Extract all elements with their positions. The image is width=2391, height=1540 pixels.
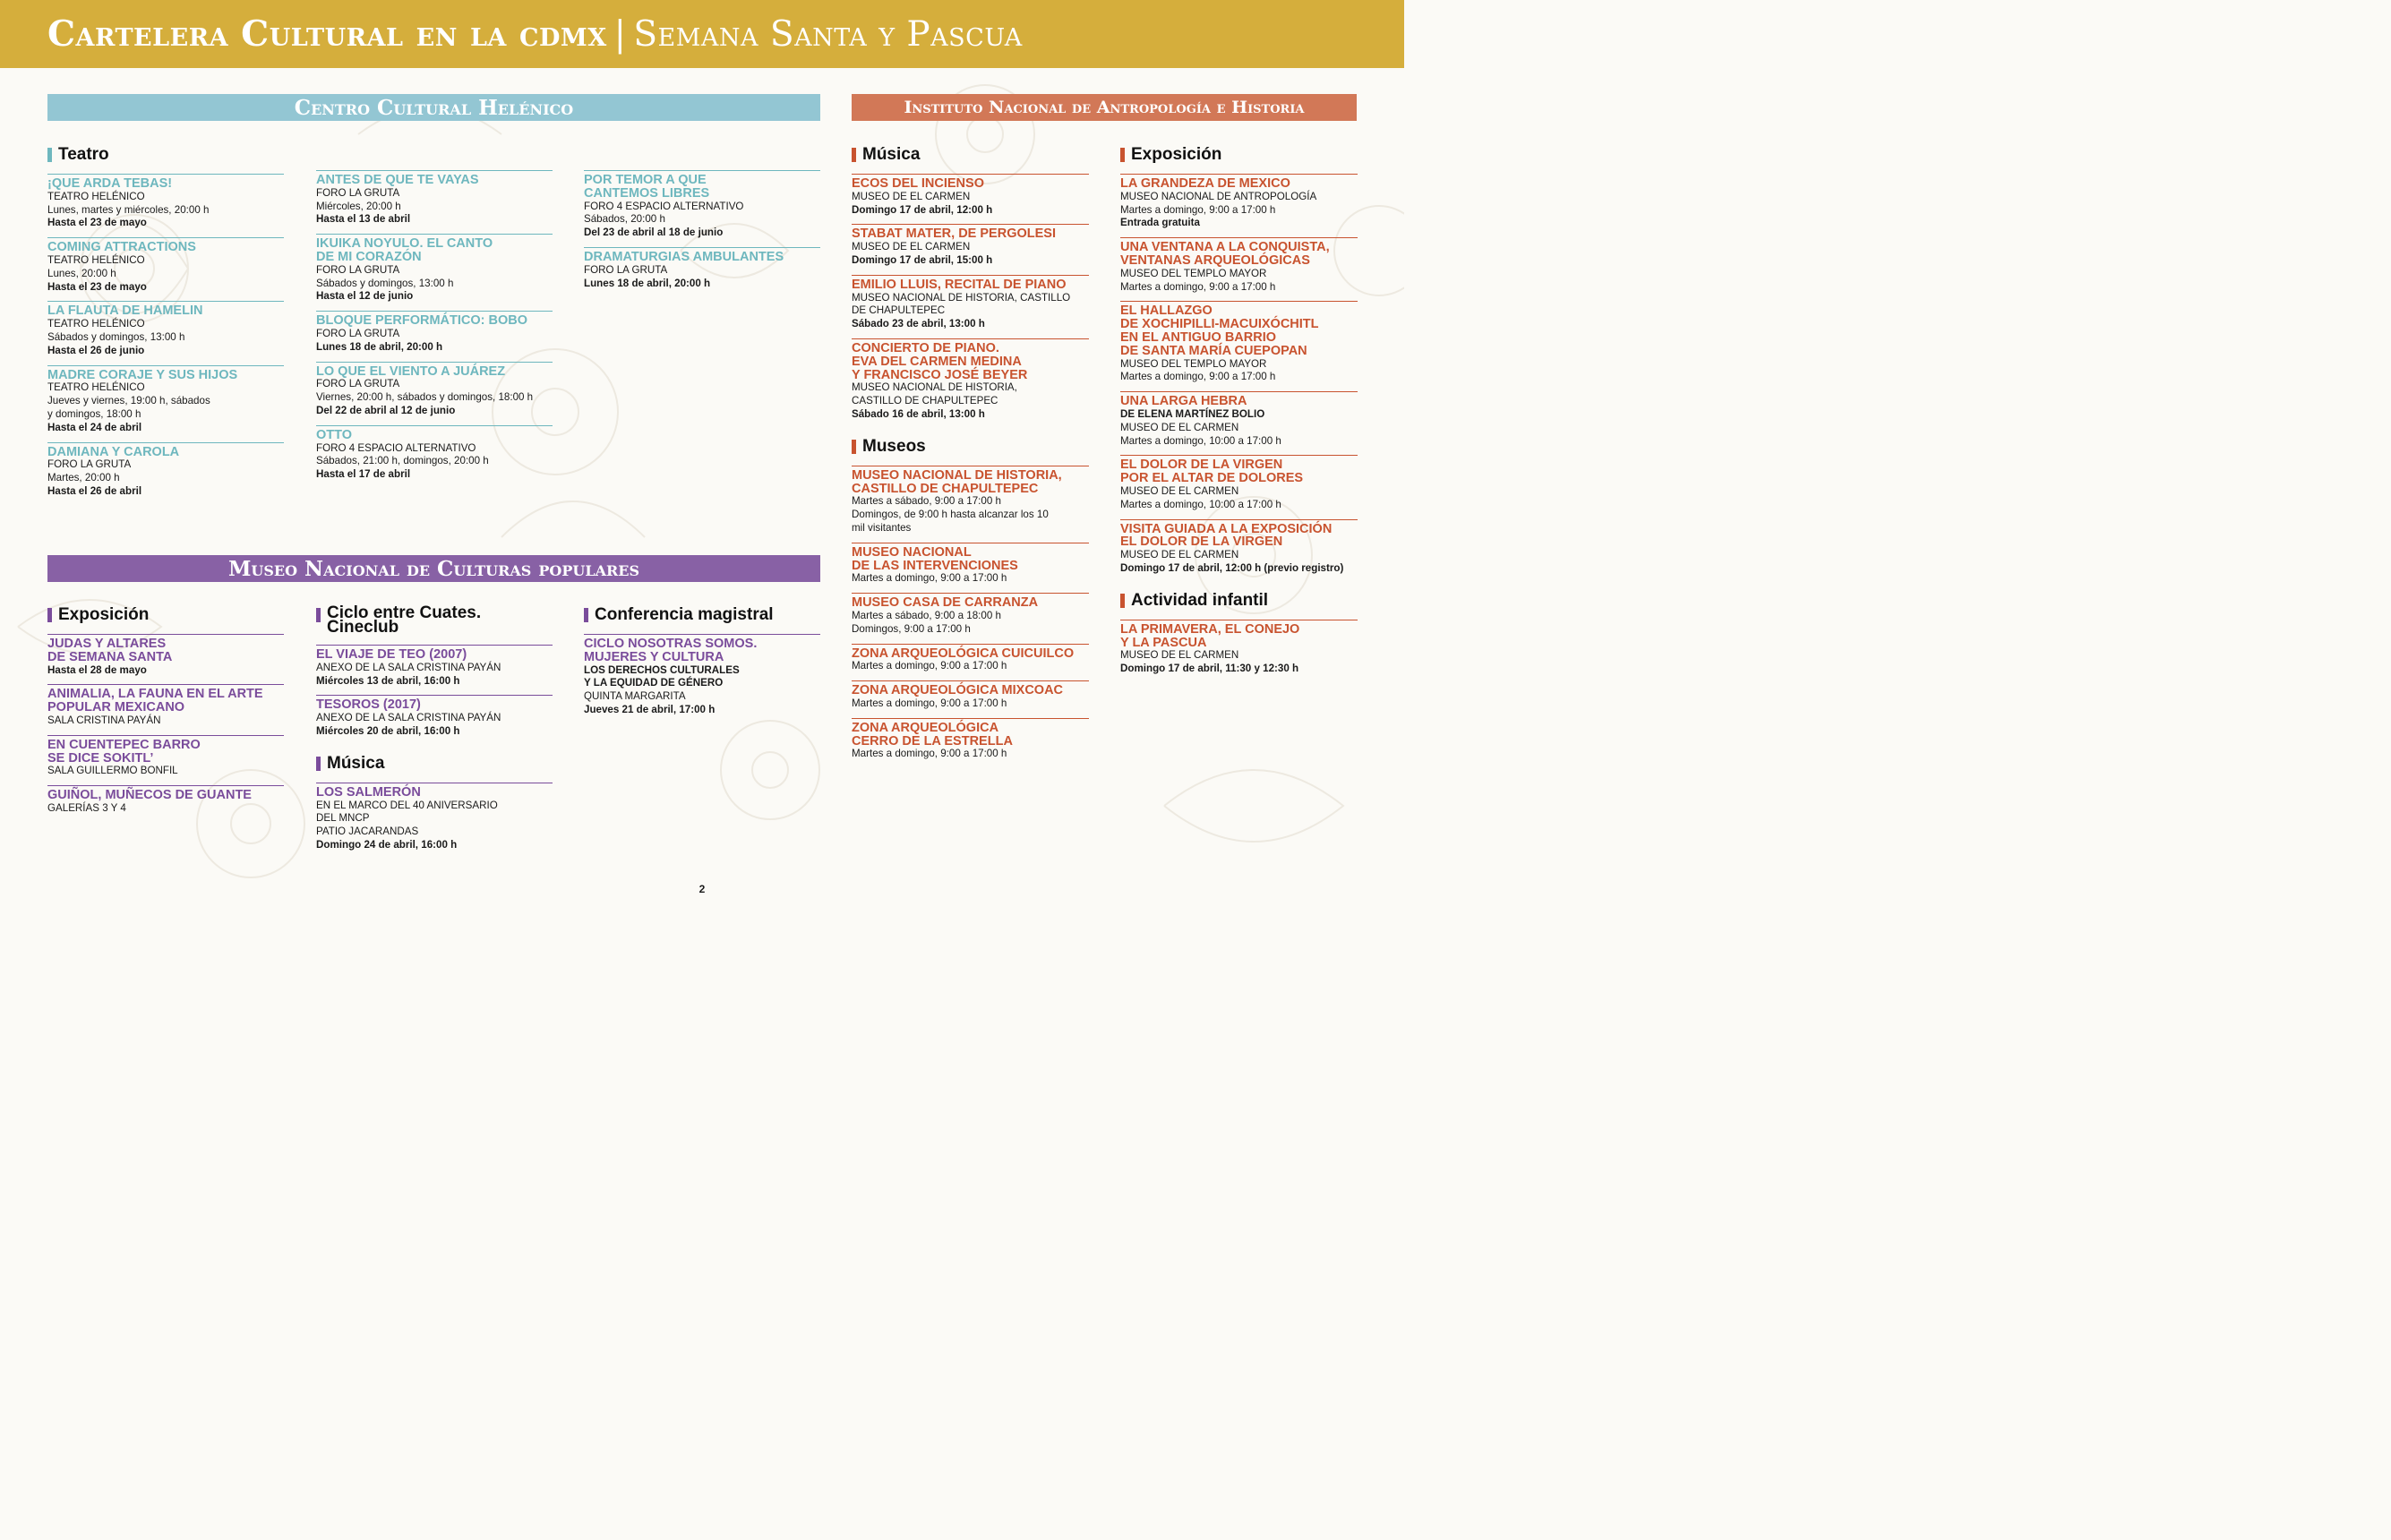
event-detail: EN EL MARCO DEL 40 ANIVERSARIO DEL MNCP <box>316 799 498 825</box>
cineclub-heading: Ciclo entre Cuates. Cineclub <box>316 606 553 638</box>
event-detail: PATIO JACARANDAS <box>316 826 419 838</box>
header-separator: | <box>613 14 627 55</box>
event-detail: Lunes 18 de abril, 20:00 h <box>316 340 443 353</box>
event-detail: MUSEO DE EL CARMEN <box>852 241 971 253</box>
event-detail: Domingo 17 de abril, 11:30 y 12:30 h <box>1120 663 1299 675</box>
event-title: ZONA ARQUEOLÓGICA CUICUILCO <box>852 646 1075 661</box>
event-detail: FORO LA GRUTA <box>316 263 400 276</box>
event-item <box>47 301 284 364</box>
teatro-heading: Teatro <box>47 146 284 167</box>
exposicion-heading: Exposición <box>47 606 284 628</box>
event-detail: Lunes, 20:00 h <box>47 267 116 279</box>
event-detail: TEATRO HELÉNICO <box>47 190 145 202</box>
event-detail: Martes a domingo, 9:00 a 17:00 h <box>1120 371 1276 383</box>
event-detail: Martes a domingo, 9:00 a 17:00 h <box>852 660 1007 672</box>
event-item <box>316 234 553 311</box>
event-title: ANIMALIA, LA FAUNA EN EL ARTE POPULAR MEXICANO <box>47 687 263 715</box>
event-item <box>852 718 1089 768</box>
event-detail: Hasta el 13 de abril <box>316 213 411 226</box>
header-title: Cartelera Cultural en la cdmx <box>47 13 607 55</box>
event-title: ANTES DE QUE TE VAYAS <box>316 173 479 187</box>
culturas-col1 <box>47 606 284 823</box>
event-detail: Hasta el 26 de junio <box>47 344 145 356</box>
event-detail: Sábado 23 de abril, 13:00 h <box>852 318 985 330</box>
event-detail: Lunes, martes y miércoles, 20:00 h <box>47 203 210 216</box>
event-title: GUIÑOL, MUÑECOS DE GUANTE <box>47 788 252 803</box>
event-detail: Hasta el 28 de mayo <box>47 663 147 676</box>
event-item <box>852 593 1089 643</box>
helenico-col3 <box>584 170 820 297</box>
event-title: OTTO <box>316 427 353 442</box>
event-item <box>316 695 553 745</box>
inah-col2 <box>1120 146 1358 683</box>
event-title: EL VIAJE DE TEO (2007) <box>316 647 467 662</box>
event-detail: FORO LA GRUTA <box>316 327 400 339</box>
event-detail: FORO LA GRUTA <box>584 263 668 276</box>
event-title: MUSEO CASA DE CARRANZA <box>852 595 1039 611</box>
event-detail: Jueves 21 de abril, 17:00 h <box>584 703 716 715</box>
event-detail: DE ELENA MARTÍNEZ BOLIO <box>1120 407 1265 420</box>
inah-exposicion-heading: Exposición <box>1120 146 1358 167</box>
event-detail: Martes a sábado, 9:00 a 18:00 h <box>852 609 1001 621</box>
event-detail: Sábados y domingos, 13:00 h <box>47 330 185 343</box>
event-detail: TEATRO HELÉNICO <box>47 253 145 266</box>
conferencia-heading: Conferencia magistral <box>584 606 820 628</box>
event-title: STABAT MATER, DE PERGOLESI <box>852 227 1056 242</box>
event-title: EMILIO LLUIS, RECITAL DE PIANO <box>852 277 1067 292</box>
event-item <box>47 634 284 684</box>
event-detail: MUSEO NACIONAL DE HISTORIA, CASTILLO DE CHAPULTEPEC <box>852 291 1071 317</box>
event-title: IKUIKA NOYULO. EL CANTO DE MI CORAZÓN <box>316 236 493 264</box>
event-detail: QUINTA MARGARITA <box>584 690 686 703</box>
event-detail: Sábados, 20:00 h <box>584 213 665 226</box>
event-detail: GALERÍAS 3 Y 4 <box>47 801 126 814</box>
museos-heading: Museos <box>852 438 1089 459</box>
event-item <box>1120 301 1358 391</box>
event-detail: FORO LA GRUTA <box>316 186 400 199</box>
event-item <box>852 466 1089 543</box>
event-detail: FORO LA GRUTA <box>47 458 132 471</box>
event-detail: Lunes 18 de abril, 20:00 h <box>584 277 711 289</box>
event-item <box>47 785 284 823</box>
event-title: TESOROS (2017) <box>316 697 421 713</box>
event-detail: MUSEO DE EL CARMEN <box>852 190 971 202</box>
event-detail: SALA GUILLERMO BONFIL <box>47 765 178 777</box>
event-title: ZONA ARQUEOLÓGICA CERRO DE LA ESTRELLA <box>852 720 1013 749</box>
event-title: ECOS DEL INCIENSO <box>852 176 984 191</box>
event-detail: Hasta el 23 de mayo <box>47 280 147 293</box>
event-title: LOS SALMERÓN <box>316 784 421 800</box>
event-detail: Miércoles 13 de abril, 16:00 h <box>316 674 460 687</box>
event-item <box>852 338 1089 429</box>
culturas-col3 <box>584 606 820 724</box>
event-title: EL HALLAZGO DE XOCHIPILLI-MACUIXÓCHITL EN EL ANTIGUO BARRIO DE SANTA MARÍA CUEPOPAN <box>1120 304 1319 358</box>
header-bar <box>0 0 1404 68</box>
event-title: ¡QUE ARDA TEBAS! <box>47 176 173 191</box>
event-detail: FORO LA GRUTA <box>316 378 400 390</box>
event-detail: Hasta el 17 de abril <box>316 468 411 481</box>
event-item <box>316 170 553 234</box>
event-detail: ANEXO DE LA SALA CRISTINA PAYÁN <box>316 712 501 724</box>
event-detail: Martes a domingo, 10:00 a 17:00 h <box>1120 434 1281 447</box>
event-detail: Domingo 24 de abril, 16:00 h <box>316 838 458 851</box>
event-detail: Domingos, de 9:00 h hasta alcanzar los 10 mil visitantes <box>852 509 1049 534</box>
event-detail: Domingos, 9:00 a 17:00 h <box>852 622 971 635</box>
event-item <box>316 311 553 361</box>
page-title <box>47 13 1023 55</box>
event-detail: MUSEO DE EL CARMEN <box>1120 649 1239 662</box>
event-detail: Martes a domingo, 9:00 a 17:00 h <box>852 572 1007 585</box>
event-detail: Del 23 de abril al 18 de junio <box>584 227 724 239</box>
event-title: CONCIERTO DE PIANO. EVA DEL CARMEN MEDINA Y FRANCISCO JOSÉ BEYER <box>852 340 1028 382</box>
event-item <box>584 247 820 297</box>
culturas-col2 <box>316 603 553 860</box>
event-detail: Martes a domingo, 9:00 a 17:00 h <box>852 697 1007 709</box>
helenico-col1 <box>47 146 284 506</box>
event-detail: Miércoles, 20:00 h <box>316 200 401 212</box>
event-title: CICLO NOSOTRAS SOMOS. MUJERES Y CULTURA <box>584 637 758 664</box>
event-detail: Domingo 17 de abril, 12:00 h (previo registro) <box>1120 561 1344 574</box>
event-item <box>47 735 284 785</box>
inah-col1 <box>852 146 1089 768</box>
event-item <box>1120 620 1358 683</box>
event-detail: ANEXO DE LA SALA CRISTINA PAYÁN <box>316 661 501 673</box>
event-detail: SALA CRISTINA PAYÁN <box>47 714 161 726</box>
event-title: VISITA GUIADA A LA EXPOSICIÓN EL DOLOR DE LA VIRGEN <box>1120 521 1333 550</box>
event-item <box>852 224 1089 274</box>
event-item <box>852 543 1089 593</box>
event-item <box>316 645 553 695</box>
event-item <box>47 237 284 301</box>
event-title: EL DOLOR DE LA VIRGEN POR EL ALTAR DE DOLORES <box>1120 458 1304 486</box>
event-item <box>47 684 284 734</box>
event-detail: MUSEO DEL TEMPLO MAYOR <box>1120 357 1267 370</box>
musica-heading: Música <box>316 755 553 776</box>
event-item <box>316 362 553 425</box>
event-item <box>1120 237 1358 301</box>
event-title: LA FLAUTA DE HAMELIN <box>47 304 203 319</box>
event-title: LA PRIMAVERA, EL CONEJO Y LA PASCUA <box>1120 621 1300 650</box>
event-item <box>47 442 284 506</box>
culturas-banner <box>47 555 820 582</box>
event-detail: Hasta el 26 de abril <box>47 484 142 497</box>
event-title: POR TEMOR A QUE CANTEMOS LIBRES <box>584 173 710 201</box>
event-title: MUSEO NACIONAL DE LAS INTERVENCIONES <box>852 544 1018 573</box>
event-item <box>316 425 553 489</box>
event-detail: Sábado 16 de abril, 13:00 h <box>852 407 985 420</box>
event-detail: TEATRO HELÉNICO <box>47 318 145 330</box>
event-item <box>47 365 284 442</box>
helenico-banner-text: Centro Cultural Helénico <box>294 95 574 120</box>
event-item <box>584 634 820 724</box>
event-title: COMING ATTRACTIONS <box>47 240 196 255</box>
helenico-banner <box>47 94 820 121</box>
event-detail: MUSEO DEL TEMPLO MAYOR <box>1120 267 1267 279</box>
event-detail: Martes, 20:00 h <box>47 472 120 484</box>
event-detail: Hasta el 12 de junio <box>316 290 414 303</box>
event-title: UNA VENTANA A LA CONQUISTA, VENTANAS ARQUEOLÓGICAS <box>1120 240 1330 268</box>
event-detail: MUSEO DE EL CARMEN <box>1120 484 1239 497</box>
event-title: JUDAS Y ALTARES DE SEMANA SANTA <box>47 637 173 664</box>
event-title: DRAMATURGIAS AMBULANTES <box>584 249 784 264</box>
event-detail: MUSEO DE EL CARMEN <box>1120 549 1239 561</box>
event-title: LA GRANDEZA DE MEXICO <box>1120 176 1290 191</box>
inah-banner <box>852 94 1357 121</box>
event-item <box>1120 455 1358 518</box>
event-detail: Martes a sábado, 9:00 a 17:00 h <box>852 495 1001 508</box>
event-detail: Sábados, 21:00 h, domingos, 20:00 h <box>316 455 489 467</box>
event-detail: MUSEO NACIONAL DE ANTROPOLOGÍA <box>1120 190 1317 202</box>
event-detail: FORO 4 ESPACIO ALTERNATIVO <box>316 441 476 454</box>
event-title: EN CUENTEPEC BARRO SE DICE SOKITL’ <box>47 737 201 766</box>
event-item <box>852 275 1089 338</box>
event-title: BLOQUE PERFORMÁTICO: BOBO <box>316 313 528 329</box>
event-detail: Martes a domingo, 9:00 a 17:00 h <box>1120 280 1276 293</box>
event-detail: LOS DERECHOS CULTURALES Y LA EQUIDAD DE GÉNERO <box>584 663 740 689</box>
event-detail: Viernes, 20:00 h, sábados y domingos, 18:00 h <box>316 391 534 404</box>
event-item <box>852 174 1089 224</box>
event-title: DAMIANA Y CAROLA <box>47 444 180 459</box>
inah-musica-heading: Música <box>852 146 1089 167</box>
event-detail: Sábados y domingos, 13:00 h <box>316 277 454 289</box>
event-detail: Martes a domingo, 9:00 a 17:00 h <box>852 748 1007 760</box>
event-detail: Hasta el 24 de abril <box>47 421 142 433</box>
page-number: 2 <box>698 883 706 895</box>
helenico-col2 <box>316 170 553 489</box>
event-detail: Martes a domingo, 9:00 a 17:00 h <box>1120 203 1276 216</box>
event-detail: Del 22 de abril al 12 de junio <box>316 404 456 416</box>
event-title: LO QUE EL VIENTO A JUÁREZ <box>316 364 506 379</box>
event-item <box>47 174 284 237</box>
event-detail: Jueves y viernes, 19:00 h, sábados y domingos, 18:00 h <box>47 395 210 420</box>
event-detail: Domingo 17 de abril, 12:00 h <box>852 203 993 216</box>
event-detail: Miércoles 20 de abril, 16:00 h <box>316 724 460 737</box>
event-title: ZONA ARQUEOLÓGICA MIXCOAC <box>852 683 1064 698</box>
event-title: MUSEO NACIONAL DE HISTORIA, CASTILLO DE CHAPULTEPEC <box>852 467 1062 496</box>
culturas-banner-text: Museo Nacional de Culturas populares <box>227 556 640 581</box>
event-detail: Entrada gratuita <box>1120 217 1200 229</box>
inah-banner-text: Instituto Nacional de Antropología e Historia <box>904 98 1305 117</box>
header-subtitle: Semana Santa y Pascua <box>633 14 1023 55</box>
event-item <box>316 783 553 860</box>
event-item <box>1120 391 1358 455</box>
event-detail: Hasta el 23 de mayo <box>47 217 147 229</box>
event-item <box>852 680 1089 718</box>
event-detail: FORO 4 ESPACIO ALTERNATIVO <box>584 200 744 212</box>
event-detail: MUSEO NACIONAL DE HISTORIA, CASTILLO DE CHAPULTEPEC <box>852 381 1017 407</box>
event-item <box>584 170 820 247</box>
event-item <box>1120 519 1358 583</box>
event-detail: Martes a domingo, 10:00 a 17:00 h <box>1120 498 1281 510</box>
event-title: MADRE CORAJE Y SUS HIJOS <box>47 367 238 382</box>
event-title: UNA LARGA HEBRA <box>1120 394 1247 409</box>
event-detail: MUSEO DE EL CARMEN <box>1120 421 1239 433</box>
event-detail: TEATRO HELÉNICO <box>47 381 145 394</box>
event-item <box>1120 174 1358 237</box>
actividad-infantil-heading: Actividad infantil <box>1120 592 1358 613</box>
event-detail: Domingo 17 de abril, 15:00 h <box>852 253 993 266</box>
event-item <box>852 644 1089 681</box>
